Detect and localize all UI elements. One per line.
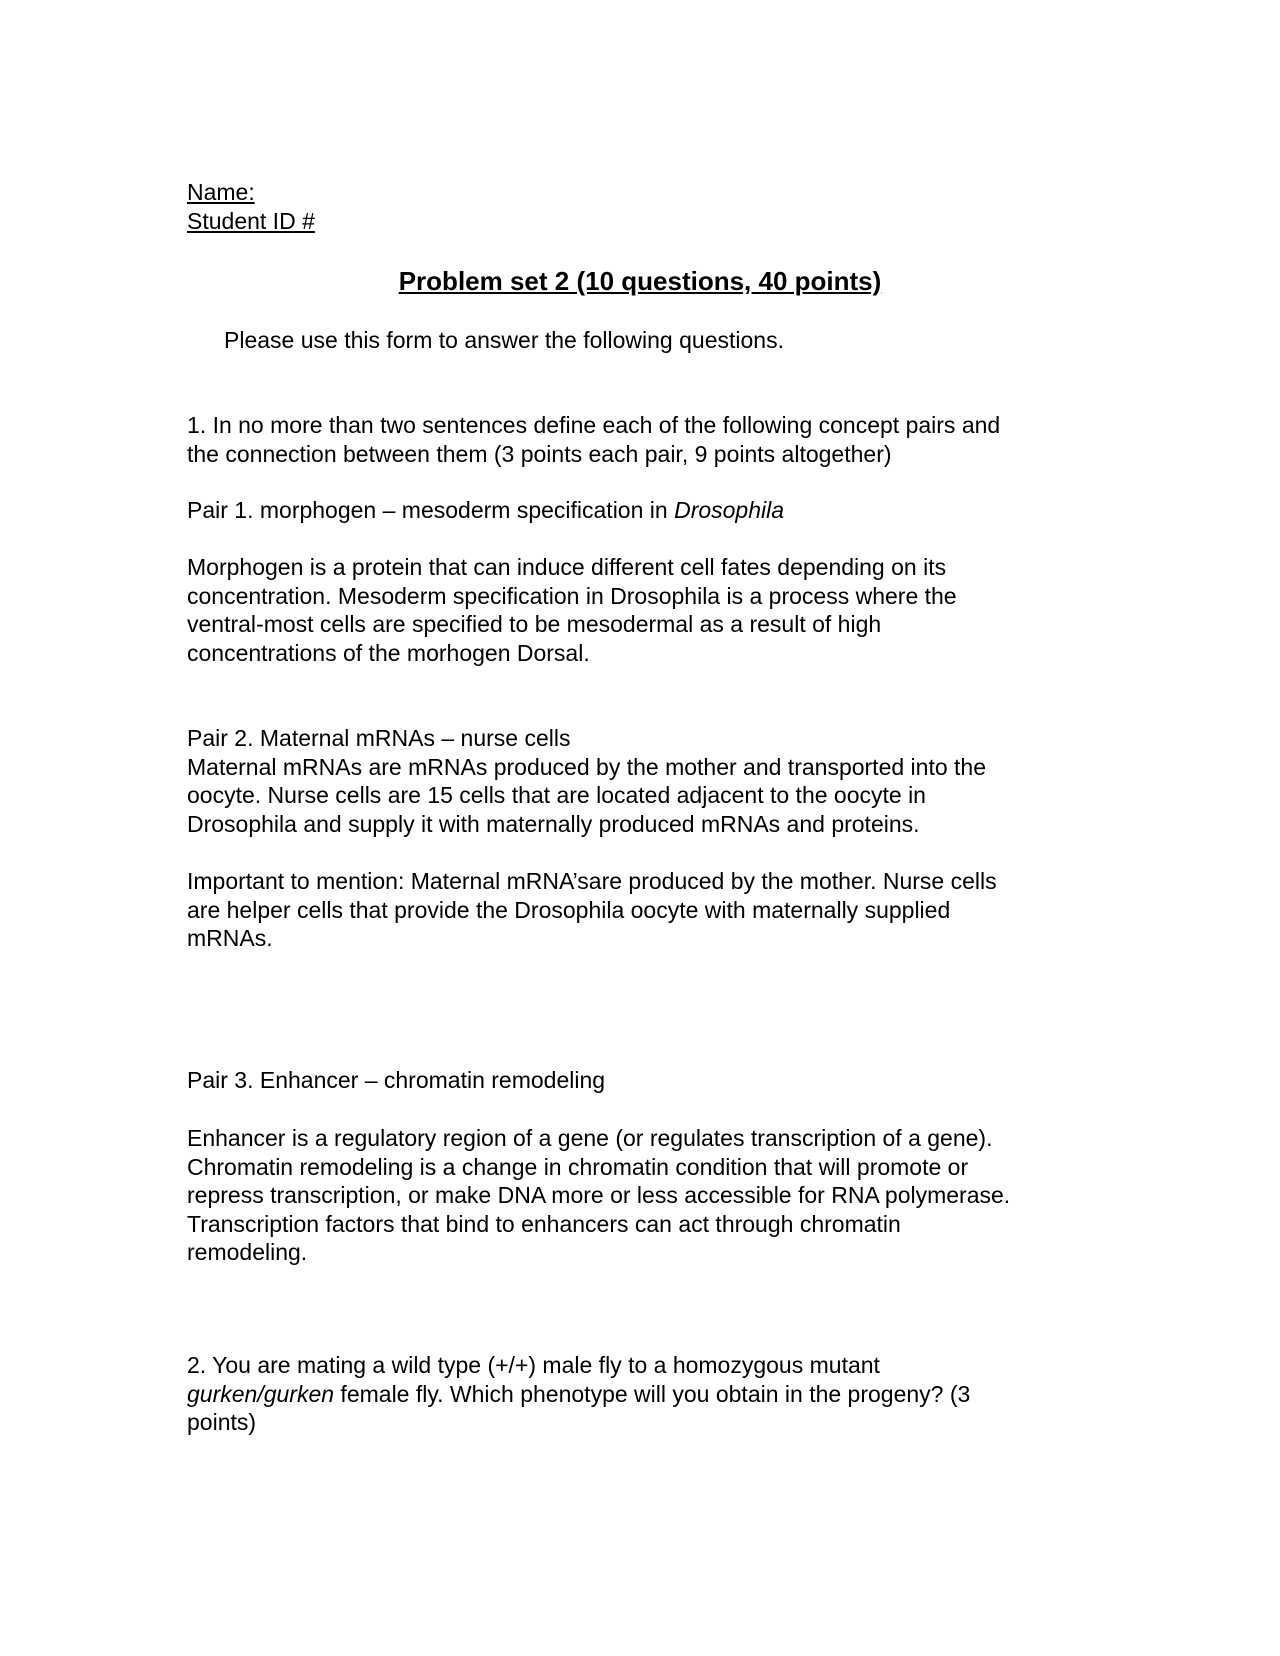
question-2-line: 2. You are mating a wild type (+/+) male fly to a homozygous mutant — [187, 1352, 880, 1378]
answer-line: concentration. Mesoderm specification in Drosophila is a process where the — [187, 582, 957, 609]
question-2-italic: gurken/gurken — [187, 1380, 335, 1407]
question-1-line: the connection between them (3 points each pair, 9 points altogether) — [187, 440, 892, 467]
question-2-prompt — [187, 1351, 1107, 1437]
answer-line: Morphogen is a protein that can induce different cell fates depending on its — [187, 554, 947, 580]
question-2-line: female fly. Which phenotype will you obtain in the progeny? (3 — [334, 1380, 971, 1407]
pair-1-answer — [187, 553, 1107, 667]
pair-1-heading-text: Pair 1. morphogen – mesoderm specification in — [187, 497, 675, 523]
answer-line: Maternal mRNAs are mRNAs produced by the mother and transported into the — [187, 753, 986, 780]
note-line: mRNAs. — [187, 925, 273, 951]
pair-1-heading-italic: Drosophila — [674, 497, 785, 523]
answer-line: remodeling. — [187, 1239, 308, 1265]
answer-line: ventral-most cells are specified to be mesodermal as a result of high — [187, 611, 882, 637]
pair-1-heading — [187, 496, 1107, 525]
answer-line: Chromatin remodeling is a change in chromatin condition that will promote or — [187, 1153, 969, 1180]
answer-line: concentrations of the morhogen Dorsal. — [187, 639, 590, 666]
student-id-label: Student ID # — [187, 208, 315, 234]
answer-line: Enhancer is a regulatory region of a gene (or regulates transcription of a gene). — [187, 1125, 993, 1151]
pair-3-heading-text: Pair 3. Enhancer – chromatin remodeling — [187, 1067, 606, 1093]
answer-line: Drosophila and supply it with maternally produced mRNAs and proteins. — [187, 810, 920, 837]
question-2-line: points) — [187, 1409, 257, 1435]
note-line: Important to mention: Maternal mRNA’sare produced by the mother. Nurse cells — [187, 868, 997, 894]
name-label: Name: — [187, 179, 255, 205]
answer-line: repress transcription, or make DNA more or less accessible for RNA polymerase. — [187, 1182, 1011, 1208]
question-1-prompt — [187, 411, 1107, 468]
question-1-line: 1. In no more than two sentences define each of the following concept pairs and — [187, 412, 1001, 438]
answer-line: Transcription factors that bind to enhancers can act through chromatin — [187, 1210, 901, 1237]
pair-3-answer — [187, 1124, 1107, 1267]
note-line: are helper cells that provide the Drosophila oocyte with maternally supplied — [187, 896, 951, 923]
instructions: Please use this form to answer the following questions. — [224, 327, 784, 353]
pair-2-heading: Pair 2. Maternal mRNAs – nurse cells — [187, 725, 571, 751]
pair-3-heading — [187, 1066, 1107, 1095]
page-title: Problem set 2 (10 questions, 40 points) — [398, 266, 882, 296]
answer-line: oocyte. Nurse cells are 15 cells that are located adjacent to the oocyte in — [187, 782, 926, 808]
pair-2 — [187, 724, 1107, 838]
pair-2-note — [187, 867, 1107, 953]
